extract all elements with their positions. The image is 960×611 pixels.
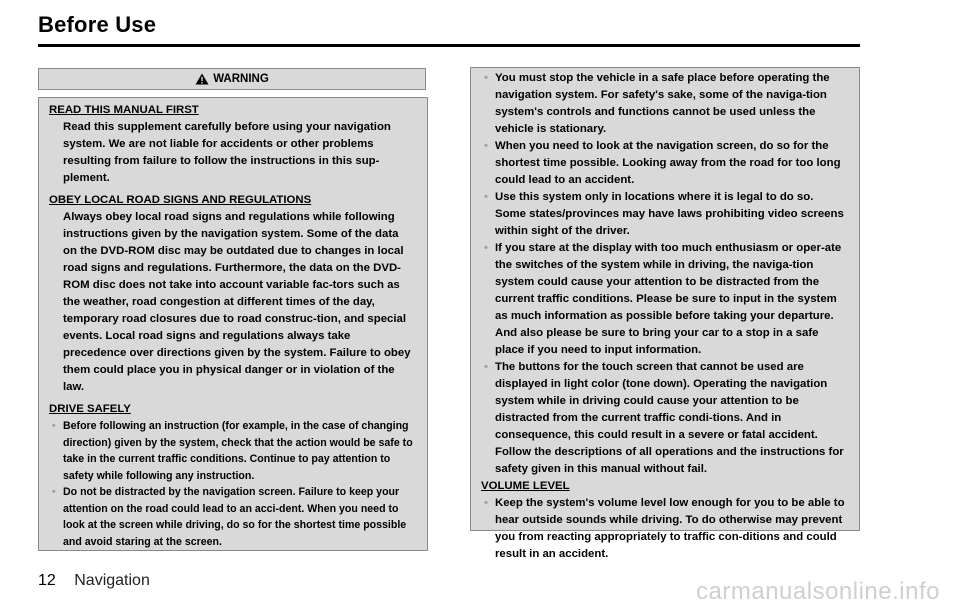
warning-header <box>38 68 426 90</box>
list-item: • Before following an instruction (for example, in the case of changing direction) given by the system, check that the action would be safe to take in the current traffic conditions. Continue to pay attention to safety while following any instruction. <box>49 418 415 484</box>
warning-box-right <box>470 67 860 560</box>
section-body-road-signs: Always obey local road signs and regulations while following instructions given by the navigation system. Some of the data on the DVD-ROM disc may be outdated due to changes in local road signs and regulations. Furthermore, the data on the DVD-ROM disc does not take into account variable fac-tors such as the weather, road congestion at different times of the day, temporary road closures due to road construc-tion, and special events. Local road signs and regulations always take precedence over directions given by the system. Failure to obey them could place you in physical danger or in violation of the law. <box>63 211 411 393</box>
list-item: • Use this system only in locations where it is legal to do so. Some states/provinces may have laws prohibiting video screens within sight of the driver. <box>481 189 847 240</box>
page-title: Before Use <box>38 12 157 37</box>
warning-box-left <box>38 97 428 551</box>
volume-list <box>481 495 847 563</box>
drive-safely-list <box>49 418 415 550</box>
list-item: • Keep the system's volume level low enough for you to be able to hear outside sounds while driving. To do otherwise may prevent you from reacting appropriately to traffic con-ditions and could result in an accident. <box>481 495 847 563</box>
section-body-read-manual: Read this supplement carefully before using your navigation system. We are not liable for accidents or other problems resulting from failure to follow the instructions in this sup-plement. <box>63 121 391 184</box>
section-heading-road-signs: OBEY LOCAL ROAD SIGNS AND REGULATIONS <box>49 194 312 206</box>
title-divider <box>38 44 860 47</box>
section-heading-drive-safely: DRIVE SAFELY <box>49 403 131 415</box>
warning-icon <box>195 73 209 85</box>
page-footer <box>38 572 150 590</box>
safety-list <box>481 70 847 478</box>
warning-label: WARNING <box>213 73 269 85</box>
section-name: Navigation <box>74 572 150 589</box>
section-heading-volume: VOLUME LEVEL <box>481 480 570 492</box>
page-number: 12 <box>38 572 56 589</box>
list-item: • You must stop the vehicle in a safe place before operating the navigation system. For safety's sake, some of the naviga-tion system's controls and functions cannot be used unless the vehicle is stationary. <box>481 70 847 138</box>
list-item: • Do not be distracted by the navigation screen. Failure to keep your attention on the road could lead to an acci-dent. When you need to look at the screen while driving, do so for the shortest time possible and avoid staring at the screen. <box>49 484 415 550</box>
list-item: • The buttons for the touch screen that cannot be used are displayed in light color (tone down). Operating the navigation system while in driving could cause your attention to be distracted from the current traffic condi-tions. And in consequence, this could result in a severe or fatal accident. Follow the descriptions of all operations and the instructions for safety given in this manual without fail. <box>481 359 847 478</box>
watermark: carmanualsonline.info <box>696 578 940 605</box>
list-item: • If you stare at the display with too much enthusiasm or oper-ate the switches of the system while in driving, the naviga-tion system could cause your attention to be distracted from the current traffic conditions. Please be sure to input in the system as much information as possible before taking your departure. And also please be sure to bring your car to a stop in a safe place if you need to input information. <box>481 240 847 359</box>
list-item: • When you need to look at the navigation screen, do so for the shortest time possible. Looking away from the road for too long could lead to an accident. <box>481 138 847 189</box>
section-heading-read-manual: READ THIS MANUAL FIRST <box>49 104 199 116</box>
